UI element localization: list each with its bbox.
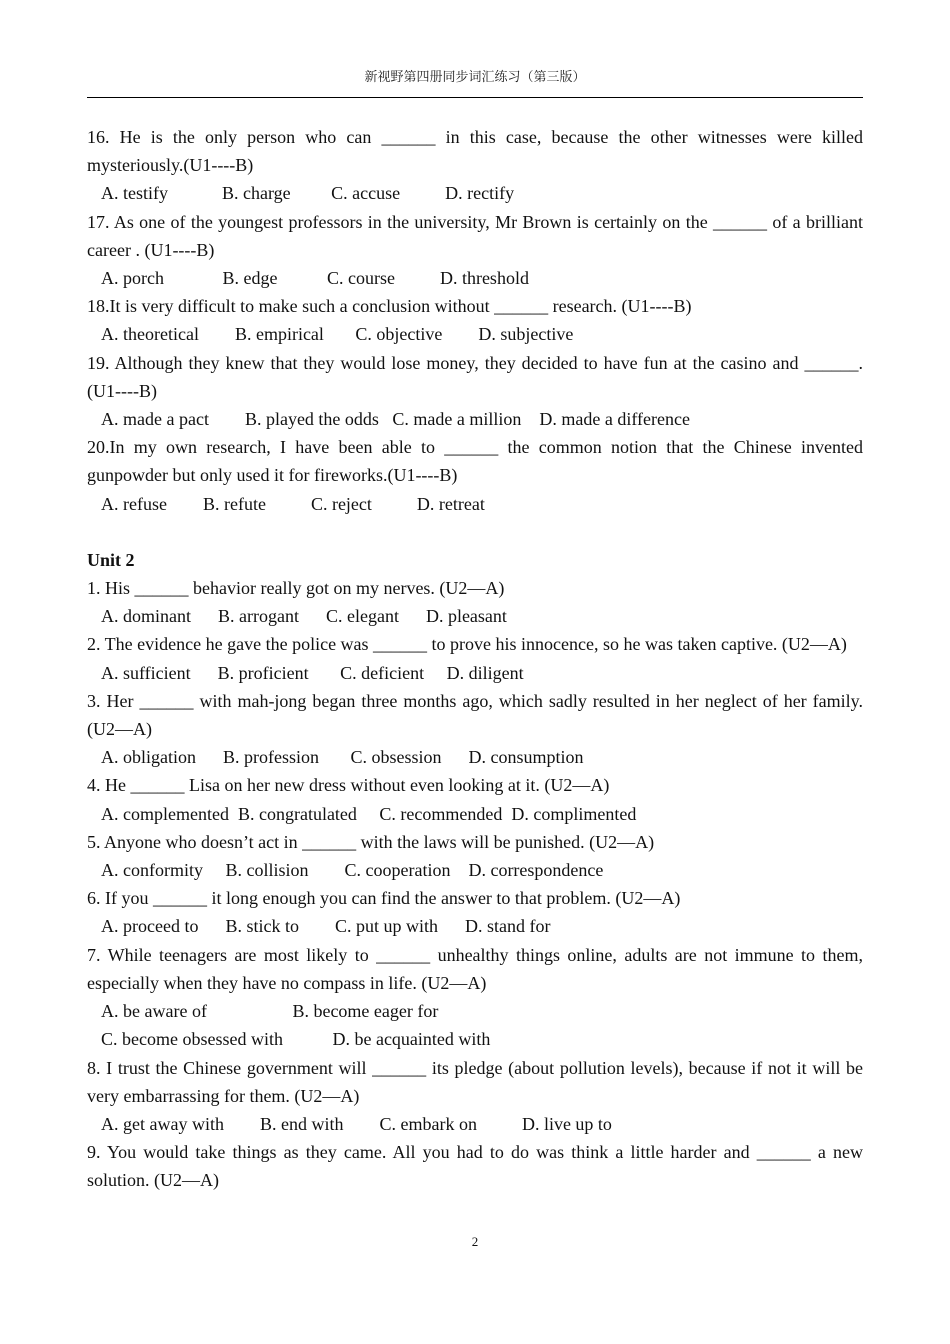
unit2-question-6-options: A. proceed to B. stick to C. put up with D. stand for (101, 916, 551, 937)
unit2-question-3-options: A. obligation B. profession C. obsession D. consumption (101, 747, 584, 768)
question-17: 17. As one of the youngest professors in the university, Mr Brown is certainly on the ______ of a brilliant career . (U1----B) (87, 211, 863, 260)
unit2-question-5-options: A. conformity B. collision C. cooperation D. correspondence (101, 860, 604, 881)
unit2-question-2-options: A. sufficient B. proficient C. deficient D. diligent (101, 662, 524, 683)
unit2-question-9: 9. You would take things as they came. All you had to do was think a little harder and ______ a new solution. (U2—A) (87, 1142, 863, 1191)
question-19-options: A. made a pact B. played the odds C. made a million D. made a difference (101, 409, 690, 430)
unit2-question-7-options-line2: C. become obsessed with D. be acquainted with (101, 1029, 491, 1050)
question-18: 18.It is very difficult to make such a conclusion without ______ research. (U1----B) (87, 296, 692, 317)
unit2-question-1: 1. His ______ behavior really got on my nerves. (U2—A) (87, 578, 505, 599)
unit2-question-7: 7. While teenagers are most likely to ______ unhealthy things online, adults are not immune to them, especially when they have no compass in life. (U2—A) (87, 944, 863, 993)
unit2-question-8: 8. I trust the Chinese government will ______ its pledge (about pollution levels), because if not it will be very embarrassing for them. (U2—A) (87, 1057, 863, 1106)
header-divider (87, 97, 863, 98)
page-number: 2 (471, 1234, 479, 1249)
question-18-options: A. theoretical B. empirical C. objective D. subjective (101, 324, 574, 345)
unit2-question-4: 4. He ______ Lisa on her new dress without even looking at it. (U2—A) (87, 775, 610, 796)
unit2-question-7-options-line1: A. be aware of B. become eager for (101, 1001, 439, 1022)
unit2-question-1-options: A. dominant B. arrogant C. elegant D. pleasant (101, 606, 507, 627)
unit-2-heading: Unit 2 (87, 549, 135, 570)
unit2-question-2: 2. The evidence he gave the police was ______ to prove his innocence, so he was taken captive. (U2—A) (87, 634, 847, 655)
question-19: 19. Although they knew that they would lose money, they decided to have fun at the casino and ______. (U1----B) (87, 352, 863, 401)
question-16-options: A. testify B. charge C. accuse D. rectify (101, 183, 515, 204)
question-17-options: A. porch B. edge C. course D. threshold (101, 268, 529, 289)
unit2-question-5: 5. Anyone who doesn’t act in ______ with the laws will be punished. (U2—A) (87, 831, 655, 852)
question-20-options: A. refuse B. refute C. reject D. retreat (101, 493, 485, 514)
unit2-question-8-options: A. get away with B. end with C. embark on D. live up to (101, 1113, 612, 1134)
unit2-question-3: 3. Her ______ with mah-jong began three months ago, which sadly resulted in her neglect of her family. (U2—A) (87, 690, 863, 740)
unit2-question-4-options: A. complemented B. congratulated C. recommended D. complimented (101, 803, 637, 824)
question-16: 16. He is the only person who can ______ in this case, because the other witnesses were killed mysteriously.(U1----B) (87, 127, 863, 176)
question-20: 20.In my own research, I have been able to ______ the common notion that the Chinese invented gunpowder but only used it for fireworks.(U1----B) (87, 437, 863, 486)
page-header: 新视野第四册同步词汇练习（第三版） (364, 70, 586, 85)
document-body (87, 123, 863, 1195)
unit2-question-6: 6. If you ______ it long enough you can find the answer to that problem. (U2—A) (87, 888, 681, 909)
